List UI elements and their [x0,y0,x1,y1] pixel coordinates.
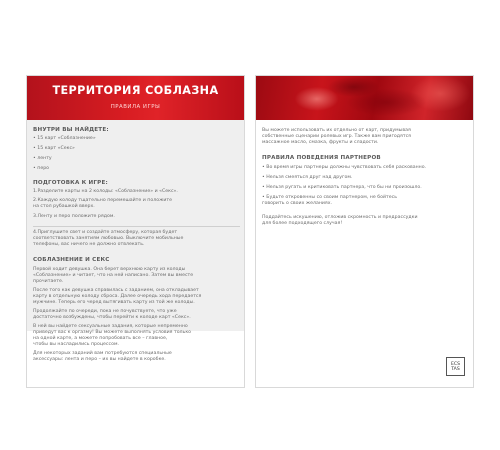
rule-item: • Нельзя смеяться друг над другом. [262,175,353,180]
prep-step-4: телефоны, вас ничего не должно отвлекать. [33,242,145,247]
rules-heading: ПРАВИЛА ПОВЕДЕНИЯ ПАРТНЕРОВ [262,155,381,161]
prep-step: 2.Каждую колоду тщательно перемешайте и положите [33,198,172,203]
rule-item: • Будьте откровенны со своим партнером, не бойтесь [262,195,397,200]
brand-logo [446,357,465,376]
paragraph-line: После того как девушка справилась с заданием, она откладывает [33,288,199,293]
paragraph-line: Первой ходит девушка. Она берет верхнюю карту из колоды [33,267,186,272]
prep-step: 3.Ленту и перо положите рядом. [33,214,115,219]
prep-step: 1.Разделите карты на 2 колоды: «Соблазнение» и «Секс». [33,189,178,194]
inside-heading: ВНУТРИ ВЫ НАЙДЕТЕ: [33,127,109,133]
prep-step-4: соответствовать занятиям любовью. Выключите мобильные [33,236,184,241]
left-page [26,75,245,388]
prep-heading: ПОДГОТОВКА К ИГРЕ: [33,180,108,186]
inside-item: • перо [33,166,50,171]
rules-subtitle: ПРАВИЛА ИГРЫ [110,104,161,110]
inside-item: • ленту [33,156,52,161]
paragraph-line: В ней вы найдете сексуальные задания, которые непременно [33,324,188,329]
rule-item: • Во время игры партнеры должны чувствовать себя раскованно. [262,165,427,170]
paragraph-line: Продолжайте по очереди, пока не почувствуете, что уже [33,309,177,314]
brand-logo-text: ECSTAS [450,362,461,372]
paragraph-line: аксессуары: лента и перо – их вы найдете в коробке. [33,357,166,362]
intro-line: собственные сценарии ролевых игр. Также вам пригодятся [262,134,411,139]
paragraph-line: карту в отдельную колоду сброса. Далее очередь хода передается [33,294,202,299]
intro-line: Вы можете использовать их отдельно от карт, придумывая [262,128,411,133]
paragraph-line: на одной карте, а можете попробовать все – главное, [33,336,168,341]
divider [33,226,240,227]
paragraph-line: прочитаете. [33,279,64,284]
right-page [255,75,474,388]
inside-item: • 15 карт «Соблазнение» [33,136,96,141]
outro-line: для более подходящего случая! [262,221,343,226]
decorative-photo [256,76,473,120]
paragraph-line: мужчине. Теперь его черед вытягивать карту из той же колоды. [33,300,195,305]
paragraph-line: приведут вас к оргазму! Вы можете выполнять условия только [33,330,192,335]
paragraph-line: чтобы вы насладились процессом. [33,342,119,347]
outro-line: Поддайтесь искушению, отложив скромность и предрассудки [262,215,418,220]
intro-line: массажное масло, смазка, фрукты и сладости. [262,140,379,145]
seduction-heading: СОБЛАЗНЕНИЕ И СЕКС [33,257,110,263]
prep-step: на стол рубашкой вверх. [33,204,95,209]
prep-step-4: 4.Приглушите свет и создайте атмосферу, которая будет [33,230,178,235]
paragraph-line: достаточно возбуждены, чтобы перейти к колоде карт «Секс». [33,315,191,320]
paragraph-line: «Соблазнение» и читает, что на ней написано. Затем вы вместе [33,273,194,278]
title-banner [27,76,244,120]
rule-item: говорить о своих желаниях. [262,201,333,206]
inside-item: • 15 карт «Секс» [33,146,75,151]
rule-item: • Нельзя ругать и критиковать партнера, что бы ни произошло. [262,185,422,190]
game-title: ТЕРРИТОРИЯ СОБЛАЗНА [52,84,219,97]
paragraph-line: Для некоторых заданий вам потребуются специальные [33,351,172,356]
